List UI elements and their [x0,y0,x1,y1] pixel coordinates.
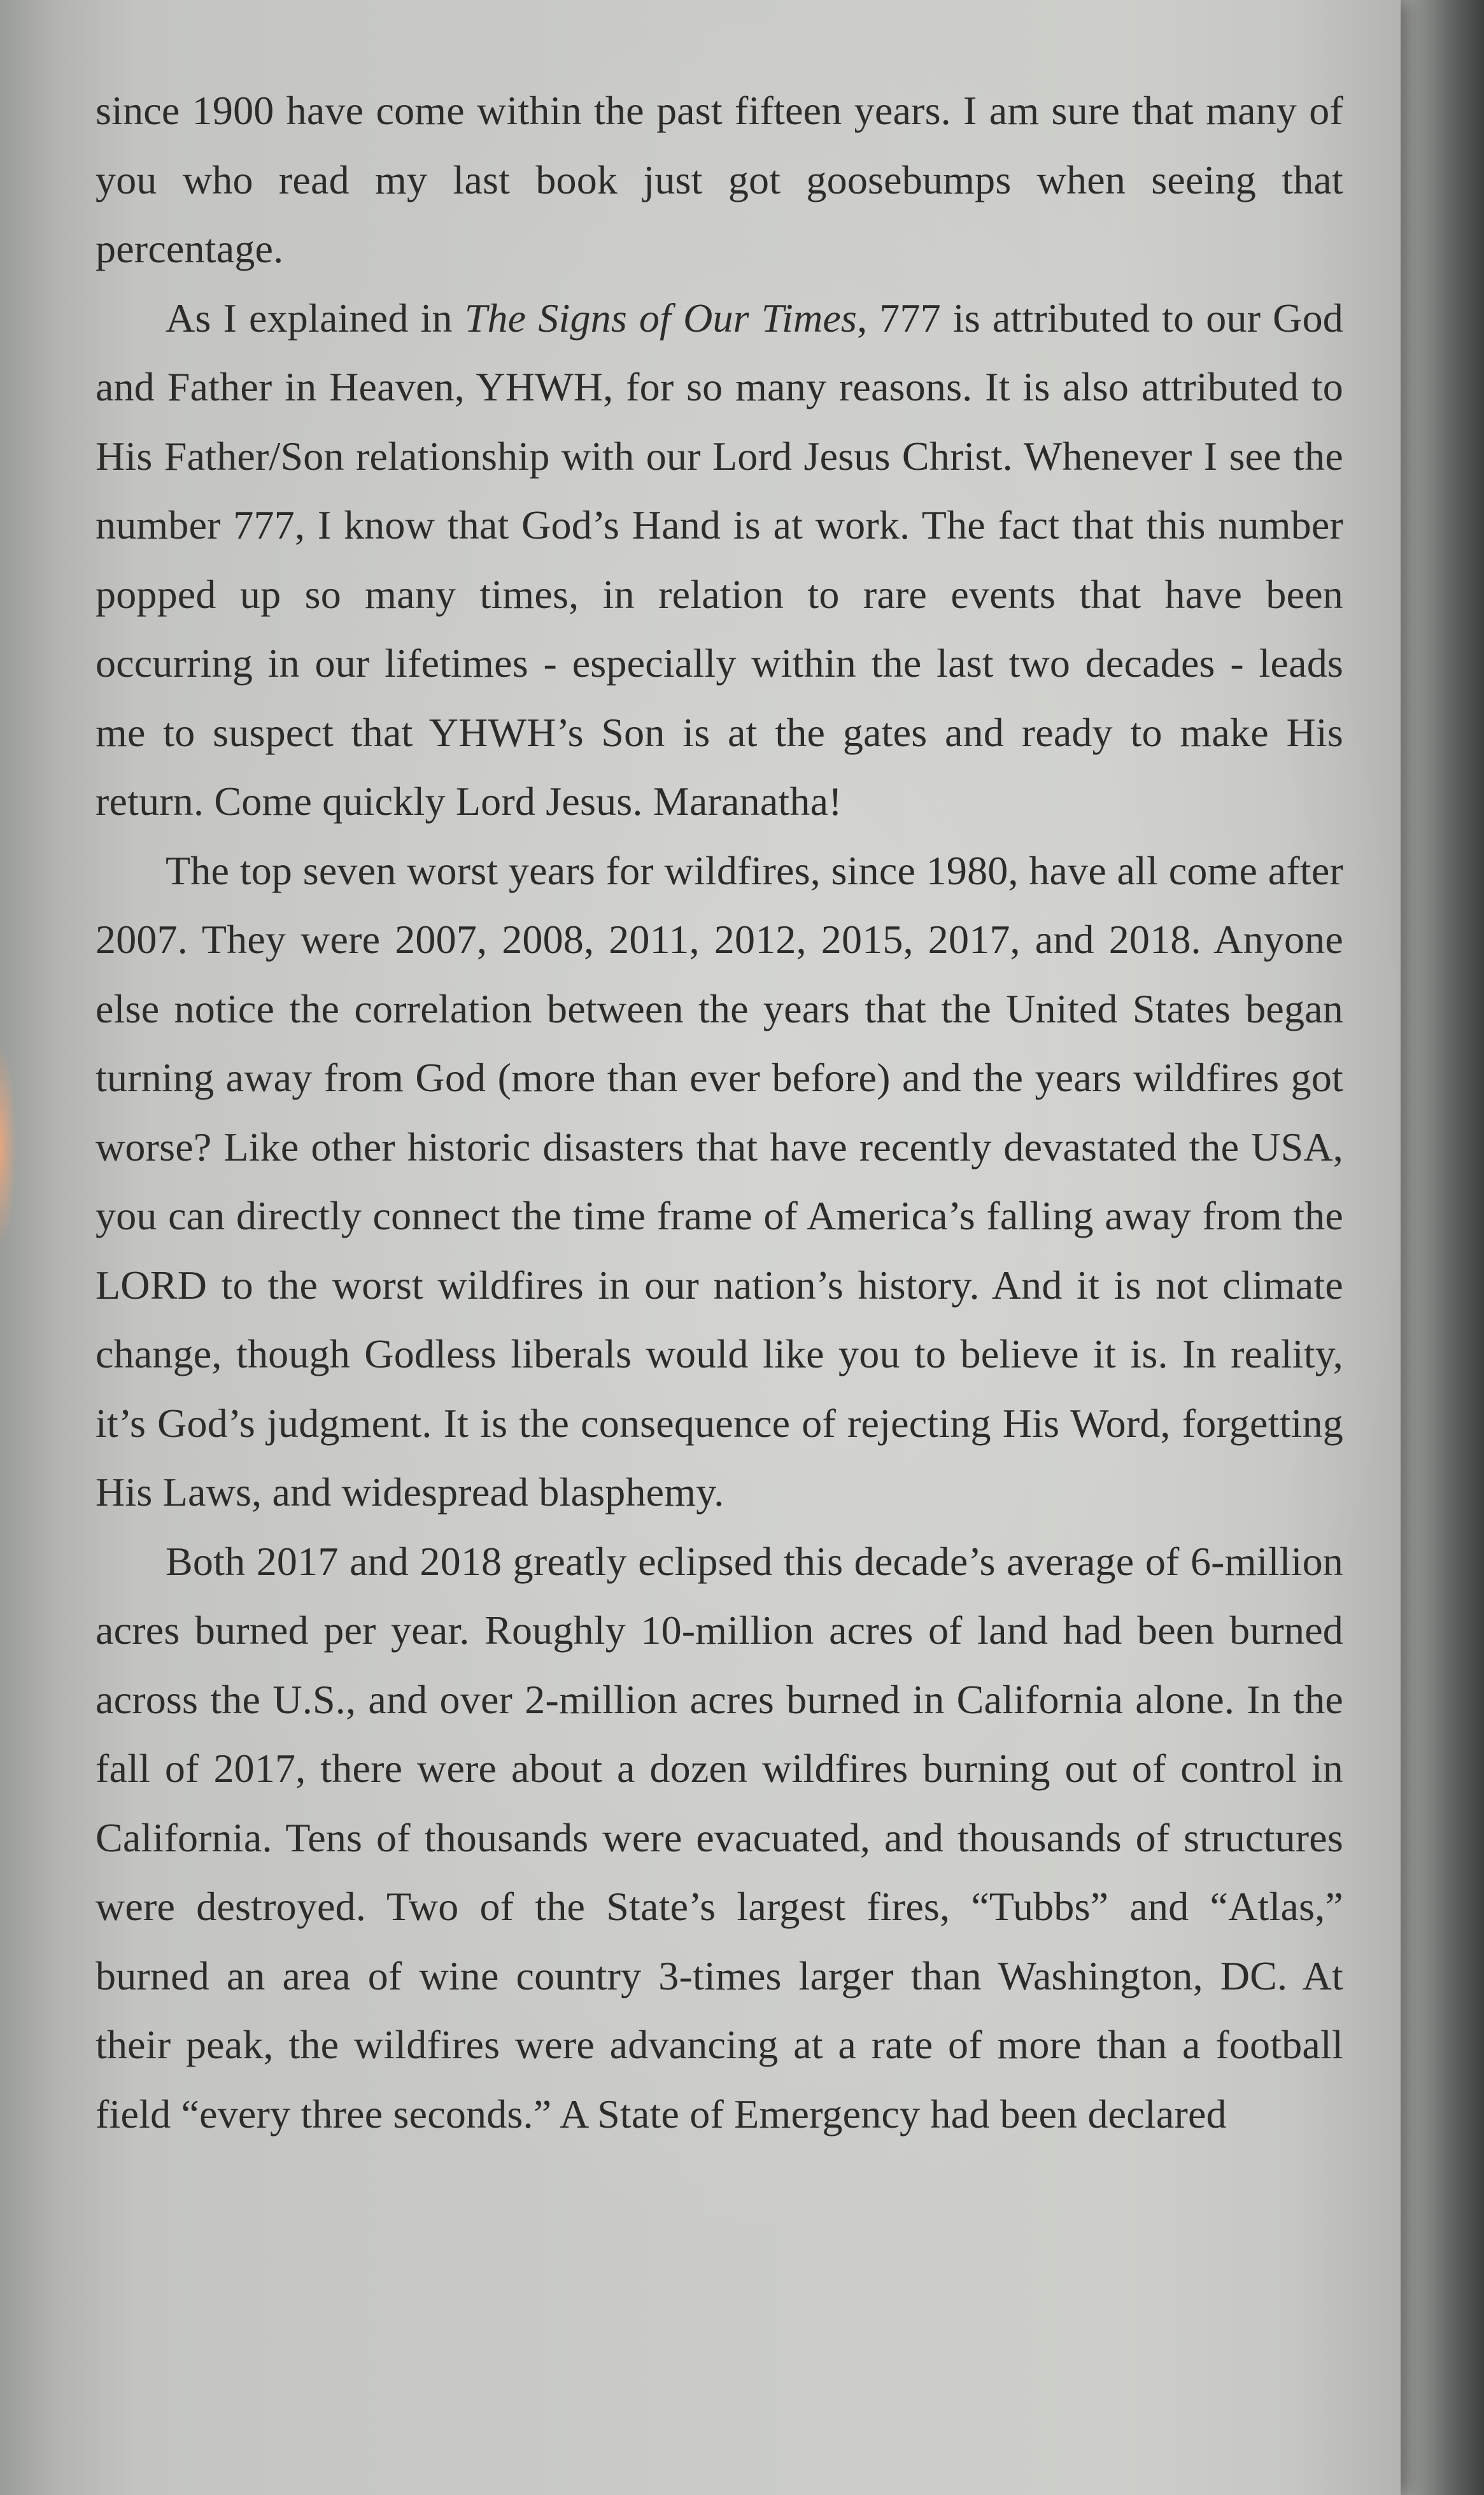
page-edge-highlight [0,1044,17,1248]
paragraph-1 [95,76,1343,284]
paragraph-2-text-a: As I explained in [166,295,465,341]
paragraph-4-text: Both 2017 and 2018 greatly eclipsed this decade’s average of 6-million acres burned per year. Roughly 10-million acres of land had been burned across the U.S., and over 2-million acres burned in California alone. In the fall of 2017, there were about a dozen wildfires burning out of control in California. Tens of thousands were evacuated, and thousands of structures were destroyed. Two of the State’s largest fires, “Tubbs” and “Atlas,” burned an area of wine country 3-times larger than Washington, DC. At their peak, the wildfires were advancing at a rate of more than a football field “every three seconds.” A State of Emergency had been declared [95,1538,1343,2137]
paragraph-2-text-b: , 777 is attributed to our God and Father in Heaven, YHWH, for so many reasons. It is also attributed to His Father/Son relationship with our Lord Jesus Christ. Whenever I see the number 777, I know that God’s Hand is at work. The fact that this number popped up so many times, in relation to rare events that have been occurring in our lifetimes - especially within the last two decades - leads me to suspect that YHWH’s Son is at the gates and ready to make His return. Come quickly Lord Jesus. Maranatha! [95,295,1344,824]
book-title-italic: The Signs of Our Times [464,295,858,341]
paragraph-1-text: since 1900 have come within the past fifteen years. I am sure that many of you who read my last book just got goosebumps when seeing that percentage. [95,88,1343,271]
paragraph-3-text: The top seven worst years for wildfires, since 1980, have all come after 2007. They were 2007, 2008, 2011, 2012, 2015, 2017, and 2018. Anyone else notice the correlation between the years that the United States began turning away from God (more than ever before) and the years wildfires got worse? Like other historic disasters that have recently devastated the USA, you can directly connect the time frame of America’s falling away from the LORD to the worst wildfires in our nation’s history. And it is not climate change, though Godless liberals would like you to believe it is. In reality, it’s God’s judgment. It is the consequence of rejecting His Word, forgetting His Laws, and widespread blasphemy. [95,847,1343,1515]
page-text [95,76,1343,2149]
paragraph-3 [95,837,1343,1527]
paragraph-2 [95,284,1343,837]
paragraph-4 [95,1527,1343,2149]
